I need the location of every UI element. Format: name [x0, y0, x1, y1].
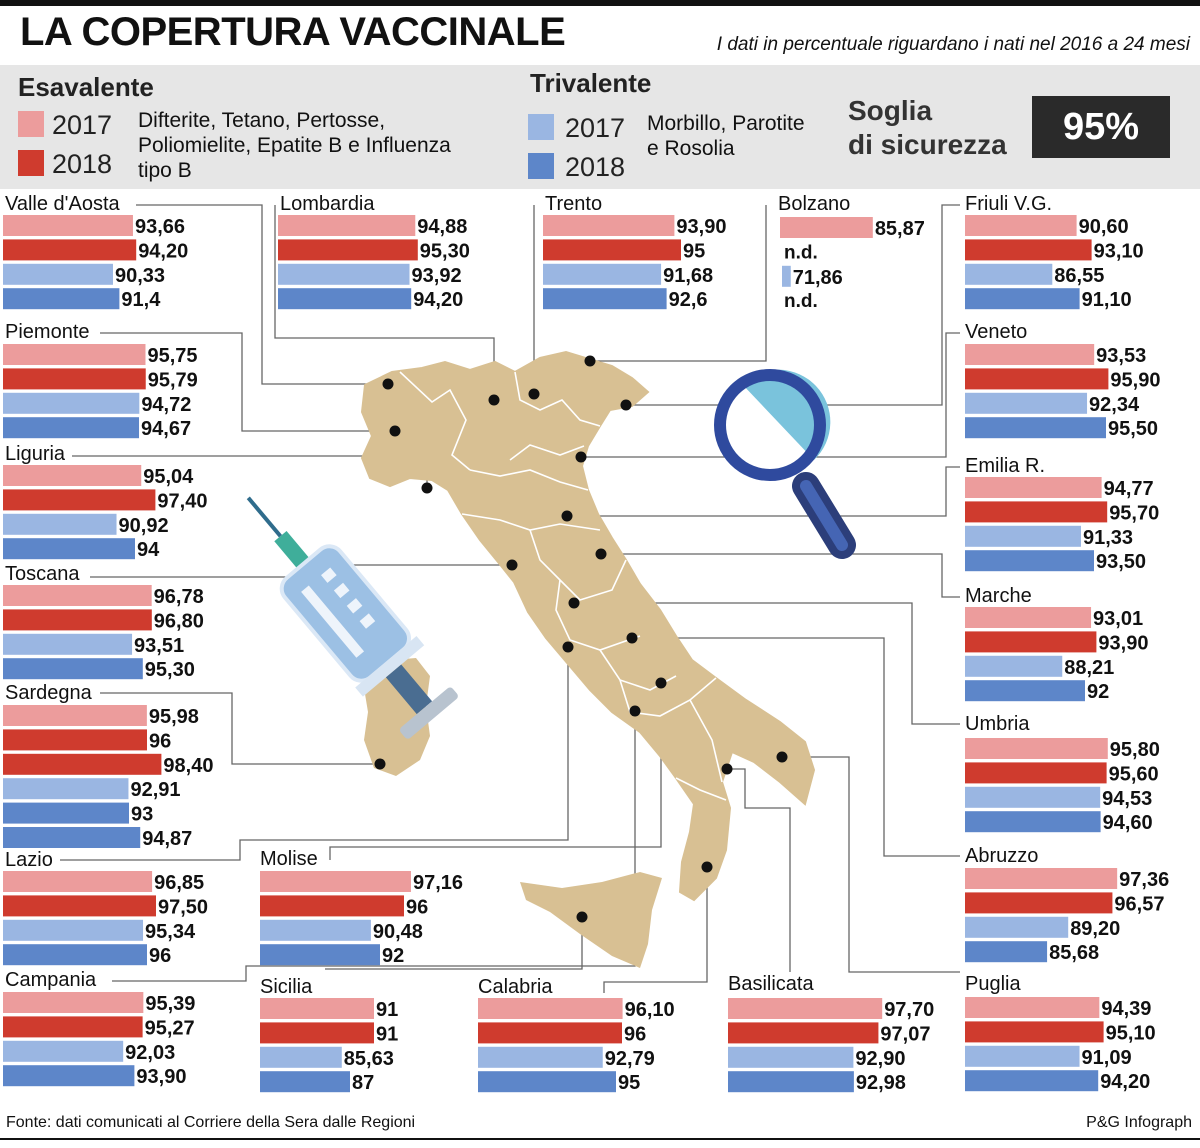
connector-basilicata — [727, 769, 790, 972]
bar-sicilia-1 — [260, 1022, 374, 1043]
legend-esa2017-year: 2017 — [52, 110, 113, 140]
region-group-puglia — [965, 973, 1156, 1093]
syringe-icon — [218, 472, 464, 744]
bar-sardegna-1 — [3, 729, 147, 750]
dot-basilicata — [722, 764, 733, 775]
bar-sardegna-2 — [3, 754, 161, 775]
value-label-molise-1: 96 — [406, 896, 429, 919]
value-label-emilia-r-1: 95,70 — [1109, 502, 1160, 525]
region-group-friuli-v-g — [965, 193, 1144, 311]
legend-esa-desc-line2: Poliomielite, Epatite B e Influenza — [138, 134, 451, 157]
bar-marche-3 — [965, 680, 1085, 701]
dot-campania — [630, 706, 641, 717]
bar-veneto-2 — [965, 393, 1087, 414]
bar-calabria-0 — [478, 998, 623, 1019]
bar-emilia-r-2 — [965, 526, 1081, 547]
bar-piemonte-3 — [3, 417, 139, 438]
bar-calabria-1 — [478, 1022, 622, 1043]
value-label-abruzzo-0: 97,36 — [1119, 869, 1170, 891]
region-label-veneto: Veneto — [965, 321, 1028, 343]
legend-tri-desc-line2: e Rosolia — [647, 137, 735, 160]
bar-campania-0 — [3, 992, 143, 1013]
value-label-basilicata-2: 92,90 — [855, 1047, 906, 1070]
value-label-bolzano-0: 85,87 — [874, 218, 925, 240]
value-label-molise-3: 92 — [382, 945, 405, 968]
value-label-umbria-2: 94,53 — [1102, 787, 1153, 810]
value-label-abruzzo-3: 85,68 — [1049, 942, 1100, 965]
bar-valle-d-aosta-3 — [3, 288, 119, 309]
value-label-lombardia-3: 94,20 — [413, 289, 464, 312]
value-label-piemonte-1: 95,79 — [147, 369, 198, 392]
bar-molise-0 — [260, 871, 411, 892]
dot-calabria — [702, 862, 713, 873]
value-label-puglia-0: 94,39 — [1101, 998, 1152, 1020]
region-group-trento — [543, 193, 726, 311]
value-label-bolzano-2: 71,86 — [792, 266, 843, 289]
region-group-valle-d-aosta — [3, 193, 188, 311]
page-subtitle: I dati in percentuale riguardano i nati nel 2016 a 24 mesi — [716, 34, 1190, 55]
region-group-basilicata — [728, 973, 934, 1094]
bar-lombardia-1 — [278, 239, 418, 260]
threshold-label-line1: Soglia — [848, 95, 933, 126]
dot-sicilia — [577, 912, 588, 923]
value-label-bolzano-1: n.d. — [784, 242, 818, 264]
value-label-liguria-0: 95,04 — [143, 466, 194, 488]
value-label-piemonte-2: 94,72 — [141, 393, 192, 416]
bar-basilicata-0 — [728, 998, 882, 1019]
region-group-veneto — [965, 321, 1160, 440]
bar-molise-3 — [260, 944, 380, 965]
region-group-liguria — [3, 443, 207, 561]
bar-campania-3 — [3, 1065, 134, 1086]
region-label-campania: Campania — [5, 969, 97, 991]
dot-umbria — [569, 598, 580, 609]
bar-trento-1 — [543, 239, 681, 260]
value-label-valle-d-aosta-0: 93,66 — [134, 216, 186, 238]
value-label-abruzzo-1: 96,57 — [1114, 893, 1165, 916]
value-label-basilicata-1: 97,07 — [880, 1023, 931, 1046]
page-title: LA COPERTURA VACCINALE — [20, 10, 566, 54]
dot-toscana — [507, 560, 518, 571]
value-label-liguria-1: 97,40 — [157, 490, 208, 513]
value-label-campania-1: 95,27 — [144, 1017, 195, 1040]
value-label-campania-0: 95,39 — [145, 993, 196, 1015]
value-label-friuli-v-g-3: 91,10 — [1081, 289, 1132, 312]
bar-puglia-3 — [965, 1070, 1098, 1091]
value-label-molise-2: 90,48 — [372, 920, 423, 943]
value-label-puglia-1: 95,10 — [1105, 1022, 1156, 1045]
region-label-toscana: Toscana — [5, 563, 80, 585]
value-label-lombardia-1: 95,30 — [419, 240, 470, 263]
bar-basilicata-1 — [728, 1022, 878, 1043]
region-label-molise: Molise — [260, 848, 318, 870]
bar-molise-1 — [260, 895, 404, 916]
bar-friuli-v-g-3 — [965, 288, 1080, 309]
bar-sardegna-4 — [3, 803, 129, 824]
value-label-toscana-0: 96,78 — [153, 586, 204, 608]
dot-emilia-r — [562, 511, 573, 522]
bar-veneto-3 — [965, 417, 1106, 438]
value-label-toscana-3: 95,30 — [144, 659, 195, 682]
bar-basilicata-3 — [728, 1071, 854, 1092]
value-label-sardegna-2: 98,40 — [163, 754, 214, 777]
dot-lombardia — [489, 395, 500, 406]
bar-emilia-r-0 — [965, 477, 1102, 498]
region-label-friuli-v-g: Friuli V.G. — [965, 193, 1053, 215]
region-label-lazio: Lazio — [5, 849, 53, 871]
region-group-lombardia — [278, 193, 470, 311]
legend-trivalente-heading: Trivalente — [530, 68, 652, 98]
connector-sardegna — [100, 693, 380, 764]
legend-esavalente-heading: Esavalente — [18, 72, 154, 102]
legend-tri2017-year: 2017 — [565, 113, 626, 143]
dot-bolzano — [585, 356, 596, 367]
value-label-calabria-1: 96 — [624, 1023, 647, 1046]
bar-veneto-1 — [965, 368, 1108, 389]
bar-campania-1 — [3, 1016, 143, 1037]
value-label-friuli-v-g-1: 93,10 — [1093, 240, 1144, 263]
value-label-puglia-3: 94,20 — [1100, 1071, 1151, 1094]
value-label-bolzano-3: n.d. — [784, 291, 818, 313]
bar-puglia-2 — [965, 1046, 1080, 1067]
bar-lombardia-0 — [278, 215, 415, 236]
value-label-lazio-1: 97,50 — [158, 896, 209, 919]
value-label-sardegna-0: 95,98 — [148, 706, 199, 728]
bar-sicilia-2 — [260, 1047, 342, 1068]
value-label-basilicata-0: 97,70 — [884, 999, 935, 1021]
dot-sardegna — [375, 759, 386, 770]
value-label-sicilia-0: 91 — [376, 999, 399, 1021]
value-label-marche-2: 88,21 — [1064, 656, 1115, 679]
legend-esa-desc-line1: Difterite, Tetano, Pertosse, — [138, 109, 386, 132]
bar-piemonte-0 — [3, 344, 146, 365]
value-label-liguria-3: 94 — [137, 539, 160, 562]
dot-liguria — [422, 483, 433, 494]
value-label-veneto-1: 95,90 — [1110, 369, 1161, 392]
value-label-emilia-r-0: 94,77 — [1103, 478, 1154, 500]
value-label-puglia-2: 91,09 — [1081, 1046, 1132, 1069]
value-label-lazio-3: 96 — [149, 945, 172, 968]
dot-puglia — [777, 752, 788, 763]
bar-marche-0 — [965, 607, 1091, 628]
bar-liguria-2 — [3, 514, 117, 535]
bar-lazio-1 — [3, 895, 156, 916]
bar-puglia-1 — [965, 1021, 1104, 1042]
bar-toscana-2 — [3, 634, 132, 655]
bar-bolzano-2 — [782, 266, 791, 287]
footer-credit: P&G Infograph — [1086, 1114, 1192, 1131]
value-label-calabria-2: 92,79 — [604, 1047, 655, 1070]
bar-lombardia-3 — [278, 288, 411, 309]
bar-umbria-3 — [965, 811, 1101, 832]
region-label-basilicata: Basilicata — [728, 973, 814, 995]
bar-calabria-2 — [478, 1047, 603, 1068]
value-label-trento-1: 95 — [683, 240, 706, 263]
bar-liguria-0 — [3, 465, 141, 486]
value-label-trento-2: 91,68 — [663, 264, 714, 287]
bar-puglia-0 — [965, 997, 1099, 1018]
value-label-liguria-2: 90,92 — [118, 514, 169, 537]
value-label-marche-1: 93,90 — [1098, 632, 1149, 655]
bar-lazio-3 — [3, 944, 147, 965]
value-label-friuli-v-g-0: 90,60 — [1078, 216, 1129, 238]
value-label-valle-d-aosta-1: 94,20 — [138, 240, 189, 263]
bar-marche-1 — [965, 631, 1096, 652]
value-label-veneto-2: 92,34 — [1089, 393, 1140, 416]
bar-molise-2 — [260, 920, 371, 941]
value-label-valle-d-aosta-3: 91,4 — [121, 289, 161, 312]
region-group-lazio — [3, 849, 208, 967]
bar-sardegna-5 — [3, 827, 140, 848]
connector-marche — [601, 554, 960, 597]
value-label-emilia-r-3: 93,50 — [1096, 551, 1147, 574]
region-label-lombardia: Lombardia — [280, 193, 375, 215]
value-label-lazio-2: 95,34 — [145, 920, 196, 943]
bar-sicilia-3 — [260, 1071, 350, 1092]
value-label-sardegna-3: 92,91 — [130, 779, 181, 802]
value-label-piemonte-3: 94,67 — [141, 418, 192, 441]
bar-abruzzo-2 — [965, 917, 1068, 938]
value-label-umbria-3: 94,60 — [1102, 812, 1153, 835]
region-label-valle-d-aosta: Valle d'Aosta — [5, 193, 120, 215]
value-label-friuli-v-g-2: 86,55 — [1054, 264, 1105, 287]
region-label-emilia-r: Emilia R. — [965, 455, 1046, 477]
bar-abruzzo-1 — [965, 892, 1112, 913]
value-label-sardegna-4: 93 — [131, 803, 154, 826]
dot-trento — [529, 389, 540, 400]
threshold-value-badge: 95% — [1032, 96, 1170, 158]
bar-sicilia-0 — [260, 998, 374, 1019]
bar-lazio-2 — [3, 920, 143, 941]
region-group-toscana — [3, 563, 204, 681]
bar-lazio-0 — [3, 871, 152, 892]
value-label-lazio-0: 96,85 — [154, 872, 205, 894]
region-group-sicilia — [260, 976, 398, 1094]
bar-sardegna-0 — [3, 705, 147, 726]
bar-liguria-1 — [3, 489, 155, 510]
dot-veneto — [576, 452, 587, 463]
bar-valle-d-aosta-0 — [3, 215, 133, 236]
region-group-abruzzo — [965, 845, 1169, 964]
bar-veneto-0 — [965, 344, 1094, 365]
dot-molise — [656, 678, 667, 689]
bar-trento-0 — [543, 215, 674, 236]
value-label-veneto-3: 95,50 — [1108, 418, 1159, 441]
region-label-trento: Trento — [545, 193, 603, 215]
legend-esa2018-year: 2018 — [52, 149, 113, 179]
region-label-calabria: Calabria — [478, 976, 553, 998]
region-group-emilia-r — [965, 455, 1159, 573]
bar-umbria-0 — [965, 738, 1108, 759]
dot-piemonte — [390, 426, 401, 437]
region-label-liguria: Liguria — [5, 443, 66, 465]
bar-toscana-1 — [3, 609, 152, 630]
dot-marche — [596, 549, 607, 560]
dot-abruzzo — [627, 633, 638, 644]
bar-abruzzo-0 — [965, 868, 1117, 889]
bar-umbria-1 — [965, 762, 1107, 783]
region-label-puglia: Puglia — [965, 973, 1021, 995]
value-label-umbria-0: 95,80 — [1109, 739, 1160, 761]
bar-sardegna-3 — [3, 778, 128, 799]
bar-toscana-3 — [3, 658, 143, 679]
value-label-sicilia-1: 91 — [376, 1023, 399, 1046]
region-label-piemonte: Piemonte — [5, 321, 90, 343]
dot-lazio — [563, 642, 574, 653]
region-group-bolzano — [778, 193, 925, 312]
value-label-trento-3: 92,6 — [668, 289, 708, 312]
value-label-calabria-3: 95 — [618, 1072, 641, 1095]
value-label-emilia-r-2: 91,33 — [1082, 526, 1134, 549]
bar-emilia-r-3 — [965, 550, 1094, 571]
footer-rule — [0, 1138, 1200, 1140]
legend-esa-desc-line3: tipo B — [138, 159, 192, 182]
value-label-sicilia-3: 87 — [352, 1072, 375, 1095]
value-label-calabria-0: 96,10 — [624, 999, 675, 1021]
bar-marche-2 — [965, 656, 1062, 677]
value-label-sardegna-5: 94,87 — [142, 828, 193, 850]
value-label-lombardia-0: 94,88 — [417, 216, 468, 238]
region-label-marche: Marche — [965, 585, 1032, 607]
region-label-umbria: Umbria — [965, 713, 1030, 735]
value-label-valle-d-aosta-2: 90,33 — [114, 264, 166, 287]
region-label-sardegna: Sardegna — [5, 682, 92, 704]
value-label-umbria-1: 95,60 — [1108, 763, 1159, 786]
bar-umbria-2 — [965, 787, 1100, 808]
legend-tri-desc-line1: Morbillo, Parotite — [647, 112, 805, 135]
bar-lombardia-2 — [278, 264, 410, 285]
value-label-molise-0: 97,16 — [412, 872, 464, 894]
value-label-campania-2: 92,03 — [125, 1041, 176, 1064]
value-label-lombardia-2: 93,92 — [411, 264, 462, 287]
bar-valle-d-aosta-2 — [3, 264, 113, 285]
value-label-sicilia-2: 85,63 — [343, 1047, 394, 1070]
value-label-campania-3: 93,90 — [136, 1066, 187, 1089]
footer-source: Fonte: dati comunicati al Corriere della Sera dalle Regioni — [6, 1114, 416, 1131]
region-label-bolzano: Bolzano — [778, 193, 851, 215]
region-label-abruzzo: Abruzzo — [965, 845, 1039, 867]
sicily — [520, 872, 662, 968]
bar-friuli-v-g-2 — [965, 264, 1052, 285]
value-label-trento-0: 93,90 — [676, 216, 727, 238]
bar-campania-2 — [3, 1041, 123, 1062]
bar-bolzano-0 — [780, 217, 873, 238]
bar-trento-3 — [543, 288, 667, 309]
region-group-piemonte — [3, 321, 198, 440]
dot-valle-d-aosta — [383, 379, 394, 390]
bar-basilicata-2 — [728, 1047, 853, 1068]
bar-trento-2 — [543, 264, 661, 285]
legend-tri2018-year: 2018 — [565, 152, 626, 182]
region-group-molise — [260, 848, 463, 967]
value-label-toscana-1: 96,80 — [153, 610, 204, 633]
region-group-sardegna — [3, 682, 213, 850]
bar-calabria-3 — [478, 1071, 616, 1092]
threshold-label-line2: di sicurezza — [848, 129, 1007, 160]
region-label-sicilia: Sicilia — [260, 976, 313, 998]
bar-friuli-v-g-0 — [965, 215, 1077, 236]
value-label-sardegna-1: 96 — [149, 730, 172, 753]
bar-piemonte-2 — [3, 393, 139, 414]
bar-piemonte-1 — [3, 368, 146, 389]
value-label-basilicata-3: 92,98 — [855, 1072, 906, 1095]
bar-liguria-3 — [3, 538, 135, 559]
region-group-marche — [965, 585, 1148, 703]
bar-valle-d-aosta-1 — [3, 239, 136, 260]
value-label-toscana-2: 93,51 — [134, 634, 185, 657]
dot-friuli-v-g — [621, 400, 632, 411]
value-label-veneto-0: 93,53 — [1096, 345, 1147, 367]
bar-emilia-r-1 — [965, 501, 1107, 522]
value-label-marche-3: 92 — [1087, 681, 1110, 704]
region-group-campania — [3, 969, 195, 1088]
value-label-abruzzo-2: 89,20 — [1070, 917, 1121, 940]
bar-friuli-v-g-1 — [965, 239, 1092, 260]
value-label-piemonte-0: 95,75 — [147, 345, 198, 367]
region-group-calabria — [478, 976, 675, 1094]
bar-toscana-0 — [3, 585, 152, 606]
bar-abruzzo-3 — [965, 941, 1047, 962]
value-label-marche-0: 93,01 — [1093, 608, 1144, 630]
region-group-umbria — [965, 713, 1160, 834]
